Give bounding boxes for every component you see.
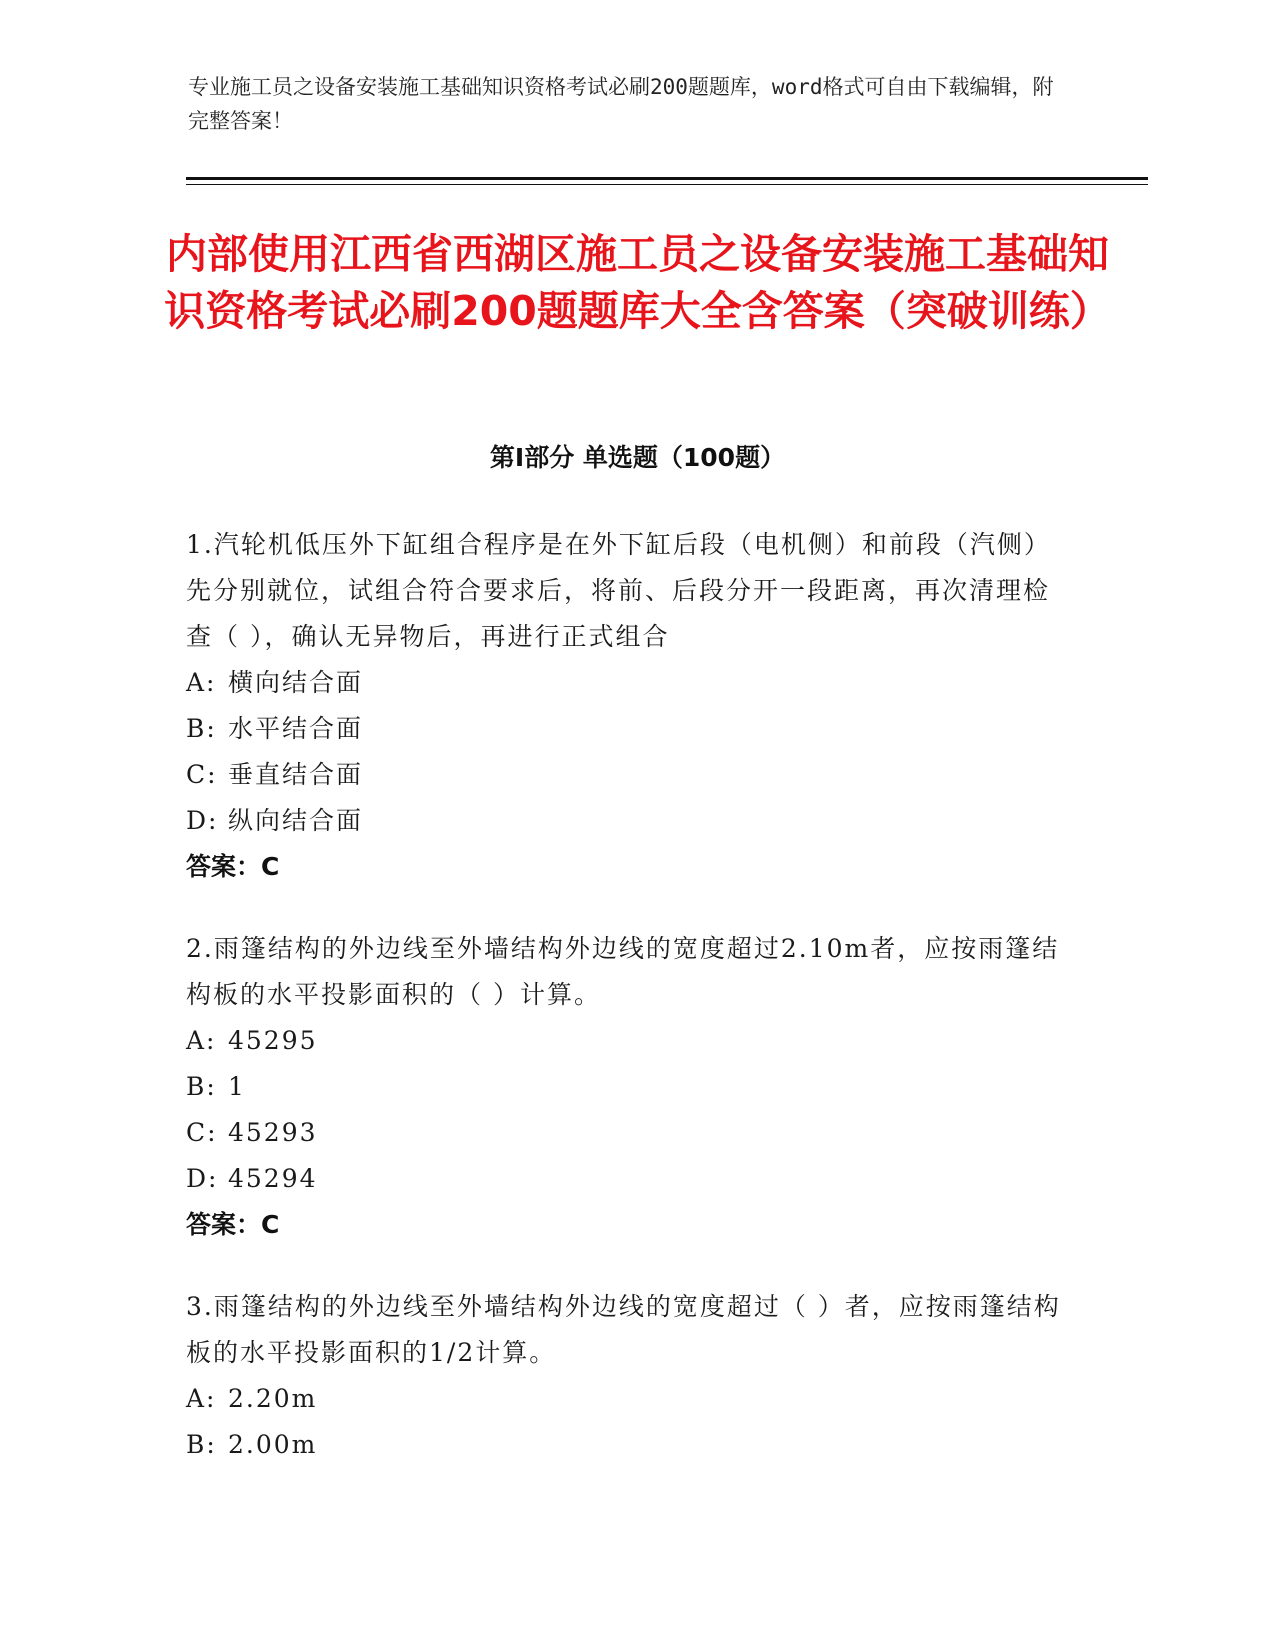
header-note: 专业施工员之设备安装施工基础知识资格考试必刷200题题库，word格式可自由下载编辑，附完整答案！ bbox=[188, 75, 1054, 133]
option-letter: D: bbox=[186, 806, 219, 835]
question-stem: 2.雨篷结构的外边线至外墙结构外边线的宽度超过2.10m者，应按雨篷结构板的水平投影面积的（ ）计算。 bbox=[186, 934, 1060, 1009]
option-letter: B: bbox=[186, 1430, 217, 1459]
section-heading: 第Ⅰ部分 单选题（100题） bbox=[489, 443, 786, 472]
option-text: 1 bbox=[228, 1072, 246, 1101]
header-rule-thin bbox=[186, 184, 1148, 185]
question-stem: 1.汽轮机低压外下缸组合程序是在外下缸后段（电机侧）和前段（汽侧）先分别就位，试组合符合要求后，将前、后段分开一段距离，再次清理检查（ ），确认无异物后，再进行正式组合 bbox=[186, 530, 1051, 651]
option-text: 垂直结合面 bbox=[228, 760, 364, 789]
option-letter: A: bbox=[186, 1026, 217, 1055]
option-b bbox=[186, 1422, 1066, 1468]
document-title: 内部使用江西省西湖区施工员之设备安装施工基础知识资格考试必刷200题题库大全含答案（突破训练） bbox=[164, 230, 1111, 335]
option-c bbox=[186, 752, 1066, 798]
option-letter: A: bbox=[186, 668, 217, 697]
option-a bbox=[186, 1018, 1066, 1064]
option-text: 45294 bbox=[228, 1164, 318, 1193]
option-b bbox=[186, 706, 1066, 752]
option-text: 2.00m bbox=[228, 1430, 318, 1459]
header-rule-thick bbox=[186, 177, 1148, 180]
answer-line: 答案：C bbox=[186, 852, 280, 881]
option-text: 横向结合面 bbox=[228, 668, 364, 697]
option-d bbox=[186, 1156, 1066, 1202]
question-3 bbox=[186, 1284, 1066, 1468]
option-letter: C: bbox=[186, 760, 218, 789]
option-b bbox=[186, 1064, 1066, 1110]
option-d bbox=[186, 798, 1066, 844]
option-c bbox=[186, 1110, 1066, 1156]
option-letter: B: bbox=[186, 714, 217, 743]
option-a bbox=[186, 1376, 1066, 1422]
question-stem: 3.雨篷结构的外边线至外墙结构外边线的宽度超过（ ）者，应按雨篷结构板的水平投影面积的1/2计算。 bbox=[186, 1292, 1061, 1367]
question-2 bbox=[186, 926, 1066, 1248]
option-letter: A: bbox=[186, 1384, 217, 1413]
option-text: 水平结合面 bbox=[228, 714, 364, 743]
option-text: 45295 bbox=[228, 1026, 318, 1055]
option-letter: D: bbox=[186, 1164, 219, 1193]
question-list bbox=[186, 522, 1066, 1504]
option-a bbox=[186, 660, 1066, 706]
option-text: 2.20m bbox=[228, 1384, 318, 1413]
option-text: 纵向结合面 bbox=[228, 806, 364, 835]
option-letter: C: bbox=[186, 1118, 218, 1147]
question-1 bbox=[186, 522, 1066, 890]
option-letter: B: bbox=[186, 1072, 217, 1101]
answer-line: 答案：C bbox=[186, 1210, 280, 1239]
option-text: 45293 bbox=[228, 1118, 318, 1147]
